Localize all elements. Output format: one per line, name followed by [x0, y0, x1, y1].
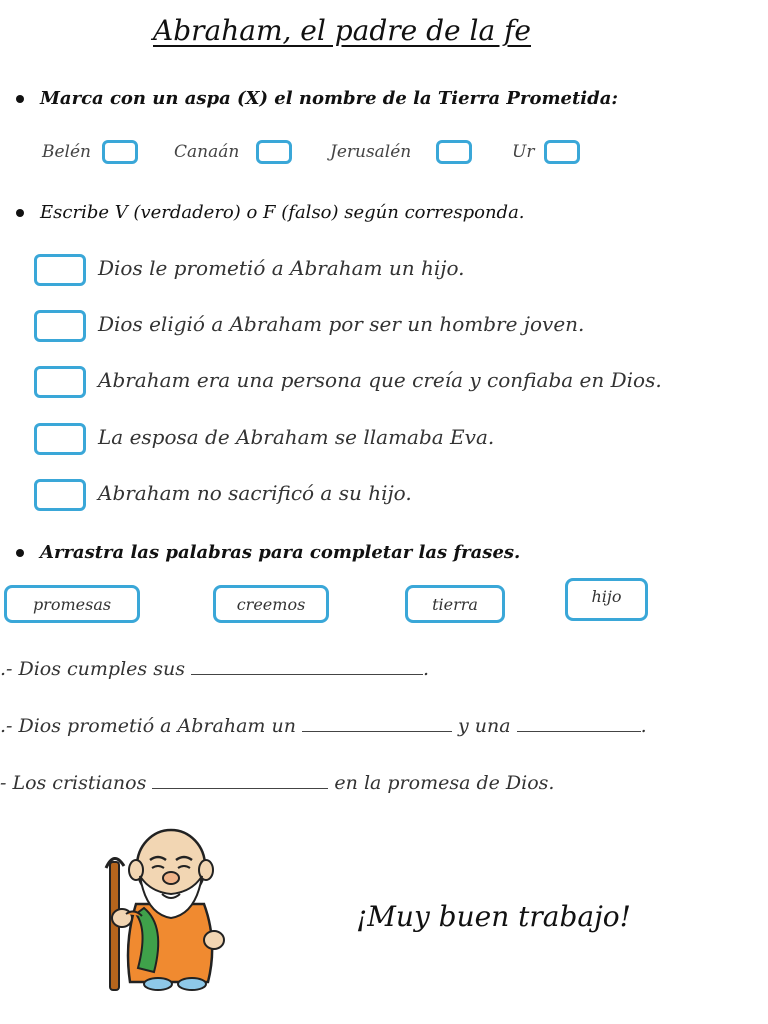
vf-statement-4: La esposa de Abraham se llamaba Eva.	[98, 425, 495, 449]
sentence-1	[0, 656, 429, 680]
vf-statement-3: Abraham era una persona que creía y confiaba en Dios.	[98, 368, 662, 392]
sentence-2-blank-2[interactable]	[517, 713, 641, 732]
option-checkbox-ur[interactable]	[544, 140, 580, 164]
bullet-icon	[16, 209, 24, 217]
sentence-2-blank-1[interactable]	[302, 713, 452, 732]
sentence-1-suffix: .	[423, 658, 430, 680]
sentence-3	[0, 770, 554, 794]
option-label-ur: Ur	[512, 142, 535, 162]
word-chip-creemos[interactable]: creemos	[213, 585, 329, 623]
bullet-icon	[16, 549, 24, 557]
sentence-2-middle: y una	[458, 715, 511, 737]
praise-text: ¡Muy buen trabajo!	[356, 900, 631, 933]
option-label-jerusalen: Jerusalén	[330, 142, 412, 162]
sentence-1-prefix: .- Dios cumples sus	[0, 658, 185, 680]
option-label-belen: Belén	[42, 142, 91, 162]
page-title: Abraham, el padre de la fe	[153, 14, 531, 47]
vf-statement-2: Dios eligió a Abraham por ser un hombre joven.	[98, 312, 585, 336]
word-chip-promesas[interactable]: promesas	[4, 585, 140, 623]
sentence-3-blank[interactable]	[152, 770, 328, 789]
sentence-2-suffix: .	[640, 715, 647, 737]
section1-instruction: Marca con un aspa (X) el nombre de la Tierra Prometida:	[40, 88, 619, 109]
option-label-canaan: Canaán	[174, 142, 240, 162]
vf-input-4[interactable]	[34, 423, 86, 455]
word-chip-tierra[interactable]: tierra	[405, 585, 505, 623]
option-checkbox-belen[interactable]	[102, 140, 138, 164]
sentence-2-prefix: .- Dios prometió a Abraham un	[0, 715, 296, 737]
bullet-icon	[16, 95, 24, 103]
abraham-illustration	[96, 822, 246, 994]
section2-instruction-row	[16, 202, 525, 223]
vf-statement-1: Dios le prometió a Abraham un hijo.	[98, 256, 465, 280]
section3-instruction: Arrastra las palabras para completar las frases.	[40, 542, 521, 563]
vf-statement-5: Abraham no sacrificó a su hijo.	[98, 481, 412, 505]
section2-instruction: Escribe V (verdadero) o F (falso) según corresponda.	[40, 202, 525, 223]
section3-instruction-row	[16, 542, 520, 563]
sentence-1-blank[interactable]	[191, 656, 423, 675]
section1-instruction-row	[16, 88, 618, 109]
vf-input-2[interactable]	[34, 310, 86, 342]
vf-input-3[interactable]	[34, 366, 86, 398]
option-checkbox-jerusalen[interactable]	[436, 140, 472, 164]
vf-input-5[interactable]	[34, 479, 86, 511]
word-chip-hijo[interactable]: hijo	[565, 578, 648, 621]
sentence-3-suffix: en la promesa de Dios.	[334, 772, 555, 794]
sentence-2	[0, 713, 647, 737]
option-checkbox-canaan[interactable]	[256, 140, 292, 164]
sentence-3-prefix: - Los cristianos	[0, 772, 147, 794]
vf-input-1[interactable]	[34, 254, 86, 286]
